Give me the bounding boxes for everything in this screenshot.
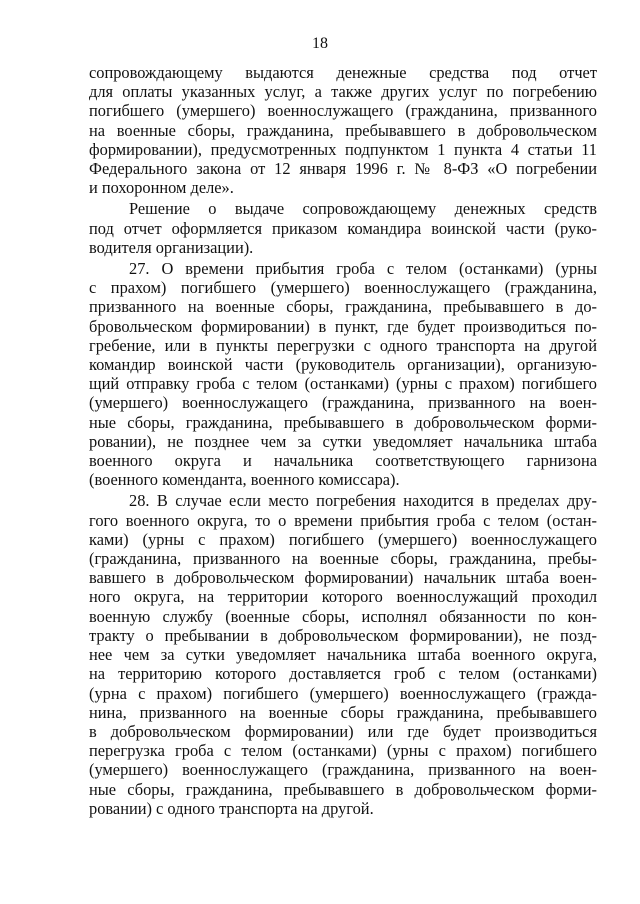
text-line: 28. В случае если место погребения находится в пределах дру- (129, 491, 597, 511)
text-line: ные сборы, гражданина, пребывавшего в добровольческом форми- (89, 779, 597, 799)
text-line: (умершего) военнослужащего (гражданина, призванного на воен- (89, 393, 597, 413)
text-line: на военные сборы, гражданина, пребывавшего в добровольческом (89, 120, 597, 140)
text-line: ного округа, на территории которого военнослужащий проходил (89, 587, 597, 607)
text-line: с прахом) погибшего (умершего) военнослужащего (гражданина, (89, 278, 597, 298)
text-line: щий отправку гроба с телом (останками) (урны с прахом) погибшего (89, 374, 597, 394)
text-line: перегрузка гроба с телом (останками) (урны с прахом) погибшего (89, 741, 597, 761)
text-line: ные сборы, гражданина, пребывавшего в добровольческом форми- (89, 412, 597, 432)
paragraph-item-27 (89, 259, 597, 489)
text-line: под отчет оформляется приказом командира воинской части (руко- (89, 218, 597, 238)
text-line: на территорию которого доставляется гроб с телом (останками) (89, 664, 597, 684)
text-line: Федерального закона от 12 января 1996 г. № 8-ФЗ «О погребении (89, 159, 597, 179)
text-line: вавшего в добровольческом формировании) начальник штаба воен- (89, 568, 597, 588)
text-line: ками) (урны с прахом) погибшего (умершего) военнослужащего (89, 529, 597, 549)
text-line: гребение, или в пункты перегрузки с одного транспорта на другой (89, 335, 597, 355)
text-line: (умершего) военнослужащего (гражданина, призванного на воен- (89, 760, 597, 780)
text-line: бровольческом формировании) в пункт, где будет производиться по- (89, 316, 597, 336)
text-line: 27. О времени прибытия гроба с телом (останками) (урны (129, 259, 597, 279)
text-line: сопровождающему выдаются денежные средства под отчет (89, 63, 597, 82)
paragraph-funds-for-burial (89, 63, 597, 197)
text-line: тракту о пребывании в добровольческом формировании), не позд- (89, 625, 597, 645)
page-number: 18 (312, 35, 328, 52)
text-line: военного округа и начальника соответствующего гарнизона (89, 451, 597, 471)
text-line: ровании) с одного транспорта на другой. (89, 798, 374, 818)
text-line: (гражданина, призванного на военные сборы, гражданина, пребы- (89, 549, 597, 569)
text-line: для оплаты указанных услуг, а также других услуг по погребению (89, 82, 597, 102)
text-line: в добровольческом формировании) или где будет производиться (89, 721, 597, 741)
text-line: ровании), не позднее чем за сутки уведомляет начальника штаба (89, 431, 597, 451)
text-line: водителя организации). (89, 237, 254, 257)
text-line: военную службу (военные сборы, исполнял обязанности по кон- (89, 606, 597, 626)
text-line: и похоронном деле». (89, 178, 234, 198)
text-line: (урна с прахом) погибшего (умершего) военнослужащего (гражда- (89, 683, 597, 703)
text-line: командир воинской части (руководитель организации), организую- (89, 355, 597, 375)
text-line: формировании), предусмотренных подпунктом 1 пункта 4 статьи 11 (89, 139, 597, 159)
paragraph-decision (89, 199, 597, 257)
text-line: нина, призванного на военные сборы гражданина, пребывавшего (89, 702, 597, 722)
text-line: Решение о выдаче сопровождающему денежных средств (129, 199, 597, 219)
text-line: погибшего (умершего) военнослужащего (гражданина, призванного (89, 101, 597, 121)
text-line: (военного коменданта, военного комиссара). (89, 470, 400, 490)
text-line: гого военного округа, то о времени прибытия гроба с телом (остан- (89, 510, 597, 530)
text-line: нее чем за сутки уведомляет начальника штаба военного округа, (89, 645, 597, 665)
text-line: призванного на военные сборы, гражданина, пребывавшего в до- (89, 297, 597, 317)
document-body (89, 63, 597, 818)
paragraph-item-28 (89, 491, 597, 817)
